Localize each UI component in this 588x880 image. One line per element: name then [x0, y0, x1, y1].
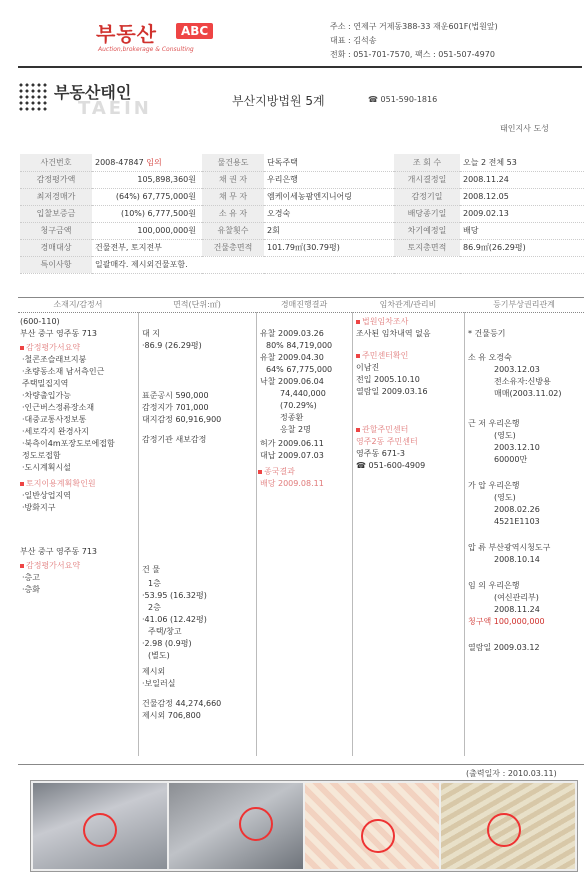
registry-item: 가 압 우리은행	[468, 481, 520, 490]
summary-item: ·초량동소재 남서측인근	[22, 367, 105, 376]
heading-text: 법원임차조사	[362, 317, 409, 326]
summary-item: ·방화지구	[22, 503, 56, 512]
cell-value: (10%) 6,777,500원	[92, 205, 202, 222]
area-item: 제시외 706,800	[142, 711, 201, 720]
summary-item: ·세로각지 완경사지	[22, 427, 89, 436]
auction-result: 유찰 2009.04.30	[260, 353, 324, 362]
registry-item: 2008.02.26	[494, 505, 540, 514]
highlight-circle	[361, 819, 395, 853]
photo-strip	[30, 780, 578, 872]
building-photo	[169, 783, 303, 869]
location-map	[305, 783, 439, 869]
tenant-item: 이남진	[356, 363, 380, 372]
highlight-circle	[487, 813, 521, 847]
cell-label: 토지총면적	[394, 239, 460, 256]
column-divider	[352, 312, 353, 756]
bullet-icon	[20, 346, 24, 350]
dots-icon	[18, 82, 48, 112]
col-header: 경매진행결과	[280, 300, 328, 309]
auction-result: 정종환	[280, 413, 304, 422]
auction-result: 80% 84,719,000	[266, 341, 333, 350]
taein-name: 부동산태인	[54, 83, 132, 102]
summary-item: ·북측이4m포장도로에접함	[22, 439, 115, 448]
area-item: 건 물	[142, 565, 160, 574]
tenant-item: 영주동 671-3	[356, 449, 405, 458]
tenant-item: 영주2동 주민센터	[356, 437, 418, 446]
column-divider	[464, 312, 465, 756]
cell-value: 105,898,360원	[92, 171, 202, 188]
table-row	[20, 188, 584, 205]
taein-logo	[18, 78, 188, 118]
case-type: 임의	[146, 157, 162, 167]
case-no: 2008-47847	[95, 157, 144, 167]
area-item: (별도)	[148, 651, 170, 660]
appraisal-summary-heading	[20, 342, 80, 354]
area-item: 제시외	[142, 667, 166, 676]
bullet-icon	[356, 428, 360, 432]
auction-result: 배당 2009.08.11	[260, 479, 324, 488]
bullet-icon	[356, 320, 360, 324]
cell-value: 100,000,000원	[92, 222, 202, 239]
area-item: 1층	[148, 579, 161, 588]
registry-item: 2008.11.24	[494, 605, 540, 614]
bullet-icon	[258, 470, 262, 474]
table-row	[20, 205, 584, 222]
registry-item: (영도)	[494, 493, 516, 502]
rep-line: 대표 : 김석송	[330, 36, 377, 45]
summary-item: ·철콘조슬래브지붕	[22, 355, 87, 364]
cell-label: 배당종기일	[394, 205, 460, 222]
area-item: 2층	[148, 603, 161, 612]
location: 부산 중구 영주동 713	[20, 547, 97, 556]
registry-item: 전소유자:신방용	[494, 377, 551, 386]
cell-label: 청구금액	[20, 222, 92, 239]
print-date: (출력일자 : 2010.03.11)	[466, 769, 557, 778]
area-item: ·53.95 (16.32평)	[142, 591, 207, 600]
cell-value: 2회	[264, 222, 394, 239]
community-center-heading	[356, 424, 408, 436]
area-item: ·86.9 (26.29평)	[142, 341, 202, 350]
cell-value: (64%) 67,775,000원	[92, 188, 202, 205]
area-item: ·41.06 (12.42평)	[142, 615, 207, 624]
auction-result: 74,440,000	[280, 389, 326, 398]
cell-label: 소 유 자	[202, 205, 264, 222]
case-info-table	[20, 154, 584, 274]
registry-item: 60000만	[494, 455, 528, 464]
cell-value: 오경숙	[264, 205, 394, 222]
heading-text: 관할주민센터	[362, 425, 409, 434]
cell-label: 채 권 자	[202, 171, 264, 188]
heading-text: 종국결과	[264, 467, 295, 476]
building-photo	[33, 783, 167, 869]
area-item: ·2.98 (0.9평)	[142, 639, 192, 648]
tenant-item: 조사된 임차내역 없음	[356, 329, 431, 338]
heading-text: 감정평가서요약	[26, 561, 81, 570]
tenant-item: ☎ 051-600-4909	[356, 461, 426, 470]
cell-label: 입찰보증금	[20, 205, 92, 222]
table-row	[20, 154, 584, 171]
header	[0, 0, 588, 64]
cell-value: 우리은행	[264, 171, 394, 188]
logo-subtitle: Auction,brokerage & Consulting	[98, 46, 194, 53]
cell-label: 차기예정일	[394, 222, 460, 239]
cell-value: 엠케이세농팜엔지니어링	[264, 188, 394, 205]
postal-code: (600-110)	[20, 317, 60, 326]
heading-text: 주민센터확인	[362, 351, 409, 360]
cell-label: 감정평가액	[20, 171, 92, 188]
cell-value: 101.79㎡(30.79평)	[264, 239, 394, 256]
cell-value: 86.9㎡(26.29평)	[460, 239, 584, 256]
registry-item: 임 의 우리은행	[468, 581, 520, 590]
brand-logo	[88, 14, 238, 60]
cell-value: 배당	[460, 222, 584, 239]
area-item: 건물감정 44,274,660	[142, 699, 222, 708]
bullet-icon	[20, 482, 24, 486]
heading-text: 토지이용계획확인원	[26, 479, 96, 488]
cell-value: 2009.02.13	[460, 205, 584, 222]
auction-result: 낙찰 2009.06.04	[260, 377, 324, 386]
cell-label: 사건번호	[20, 154, 92, 171]
registry-item: (영도)	[494, 431, 516, 440]
table-row	[20, 239, 584, 256]
cell-label: 채 무 자	[202, 188, 264, 205]
column-divider	[256, 312, 257, 756]
summary-item: ·차량출입가능	[22, 391, 71, 400]
contact-info	[330, 20, 498, 62]
area-item: 대지감정 60,916,900	[142, 415, 222, 424]
registry-item: 4521E1103	[494, 517, 540, 526]
auction-result: 64% 67,775,000	[266, 365, 333, 374]
court-phone: ☎ 051-590-1816	[368, 95, 438, 104]
tenant-survey-heading	[356, 316, 408, 328]
area-item: ·보일러실	[142, 679, 176, 688]
land-plan-heading	[20, 478, 96, 490]
registry-item: 2003.12.10	[494, 443, 540, 452]
cell-label: 감정기일	[394, 188, 460, 205]
auction-result: 유찰 2009.03.26	[260, 329, 324, 338]
cell-label: 건물총면적	[202, 239, 264, 256]
col-header: 등기부상권리관계	[493, 300, 555, 309]
cell-label: 유찰횟수	[202, 222, 264, 239]
summary-item: ·도시계획시설	[22, 463, 71, 472]
branch-name: 태인지사 도성	[500, 124, 549, 133]
registry-item: * 건물등기	[468, 329, 506, 338]
auction-result: 응찰 2명	[280, 425, 311, 434]
header-divider	[18, 66, 582, 68]
registry-item: 소 유 오경숙	[468, 353, 512, 362]
cell-label: 조 회 수	[394, 154, 460, 171]
bullet-icon	[356, 354, 360, 358]
resident-check-heading	[356, 350, 408, 362]
registry-item: 열람일 2009.03.12	[468, 643, 540, 652]
cell-value: 건물전부, 토지전부	[92, 239, 202, 256]
auction-result: 대납 2009.07.03	[260, 451, 324, 460]
final-result-heading	[258, 466, 295, 478]
highlight-circle	[83, 813, 117, 847]
auction-result: 허가 2009.06.11	[260, 439, 324, 448]
registry-item: 압 류 부산광역시청도구	[468, 543, 551, 552]
cell-label: 최저경매가	[20, 188, 92, 205]
claim-amount: 청구액 100,000,000	[468, 617, 545, 626]
logo-abc-badge: ABC	[176, 23, 213, 39]
registry-item: 근 저 우리은행	[468, 419, 520, 428]
cell-value: 2008.12.05	[460, 188, 584, 205]
cell-value: 2008.11.24	[460, 171, 584, 188]
summary-item: ·층고	[22, 573, 40, 582]
table-row	[20, 256, 584, 273]
summary-item: ·인근버스정류장소재	[22, 403, 95, 412]
cell-label: 경매대상	[20, 239, 92, 256]
cell-value: 일괄매각. 제시외건물포함.	[92, 256, 584, 273]
location: 부산 중구 영주동 713	[20, 329, 97, 338]
bullet-icon	[20, 564, 24, 568]
area-item: 대 지	[142, 329, 160, 338]
cell-label: 특이사항	[20, 256, 92, 273]
area-item: 표준공시 590,000	[142, 391, 209, 400]
taein-eng: TAEIN	[78, 98, 152, 119]
heading-text: 감정평가서요약	[26, 343, 81, 352]
column-divider	[138, 312, 139, 756]
col-header: 소재지/감정서	[53, 300, 103, 309]
court-name: 부산지방법원 5계	[232, 94, 325, 108]
area-item: 감정기관 새보감정	[142, 435, 207, 444]
detail-section	[18, 297, 584, 765]
auction-result: (70.29%)	[280, 401, 317, 410]
appraisal-summary-heading	[20, 560, 80, 572]
header-divider	[18, 312, 584, 313]
cell-value	[92, 154, 202, 171]
col-header: 면적(단위:㎡)	[173, 300, 221, 309]
table-row	[20, 222, 584, 239]
cell-value: 단독주택	[264, 154, 394, 171]
area-item: 감정지가 701,000	[142, 403, 209, 412]
area-item: 주택/창고	[148, 627, 182, 636]
tenant-item: 전입 2005.10.10	[356, 375, 420, 384]
registry-item: 2003.12.03	[494, 365, 540, 374]
tenant-item: 열람일 2009.03.16	[356, 387, 428, 396]
logo-main-text: 부동산	[96, 22, 157, 46]
registry-item: (여신관리부)	[494, 593, 539, 602]
col-header: 임차관계/관리비	[379, 300, 437, 309]
summary-item: ·대중교통사정보통	[22, 415, 87, 424]
summary-item: 주택밀집지역	[22, 379, 69, 388]
phone-line: 전화 : 051-701-7570, 팩스 : 051-507-4970	[330, 50, 495, 59]
cell-value: 오늘 2 전체 53	[460, 154, 584, 171]
highlight-circle	[239, 807, 273, 841]
table-row	[20, 171, 584, 188]
cadastral-map	[441, 783, 575, 869]
registry-item: 2008.10.14	[494, 555, 540, 564]
summary-item: ·층화	[22, 585, 40, 594]
summary-item: ·일반상업지역	[22, 491, 71, 500]
cell-label: 개시결정일	[394, 171, 460, 188]
cell-label: 물건용도	[202, 154, 264, 171]
registry-item: 매매(2003.11.02)	[494, 389, 562, 398]
summary-item: 정도로접함	[22, 451, 61, 460]
address-line: 주소 : 연제구 거제동388-33 재운601F(법원앞)	[330, 22, 498, 31]
